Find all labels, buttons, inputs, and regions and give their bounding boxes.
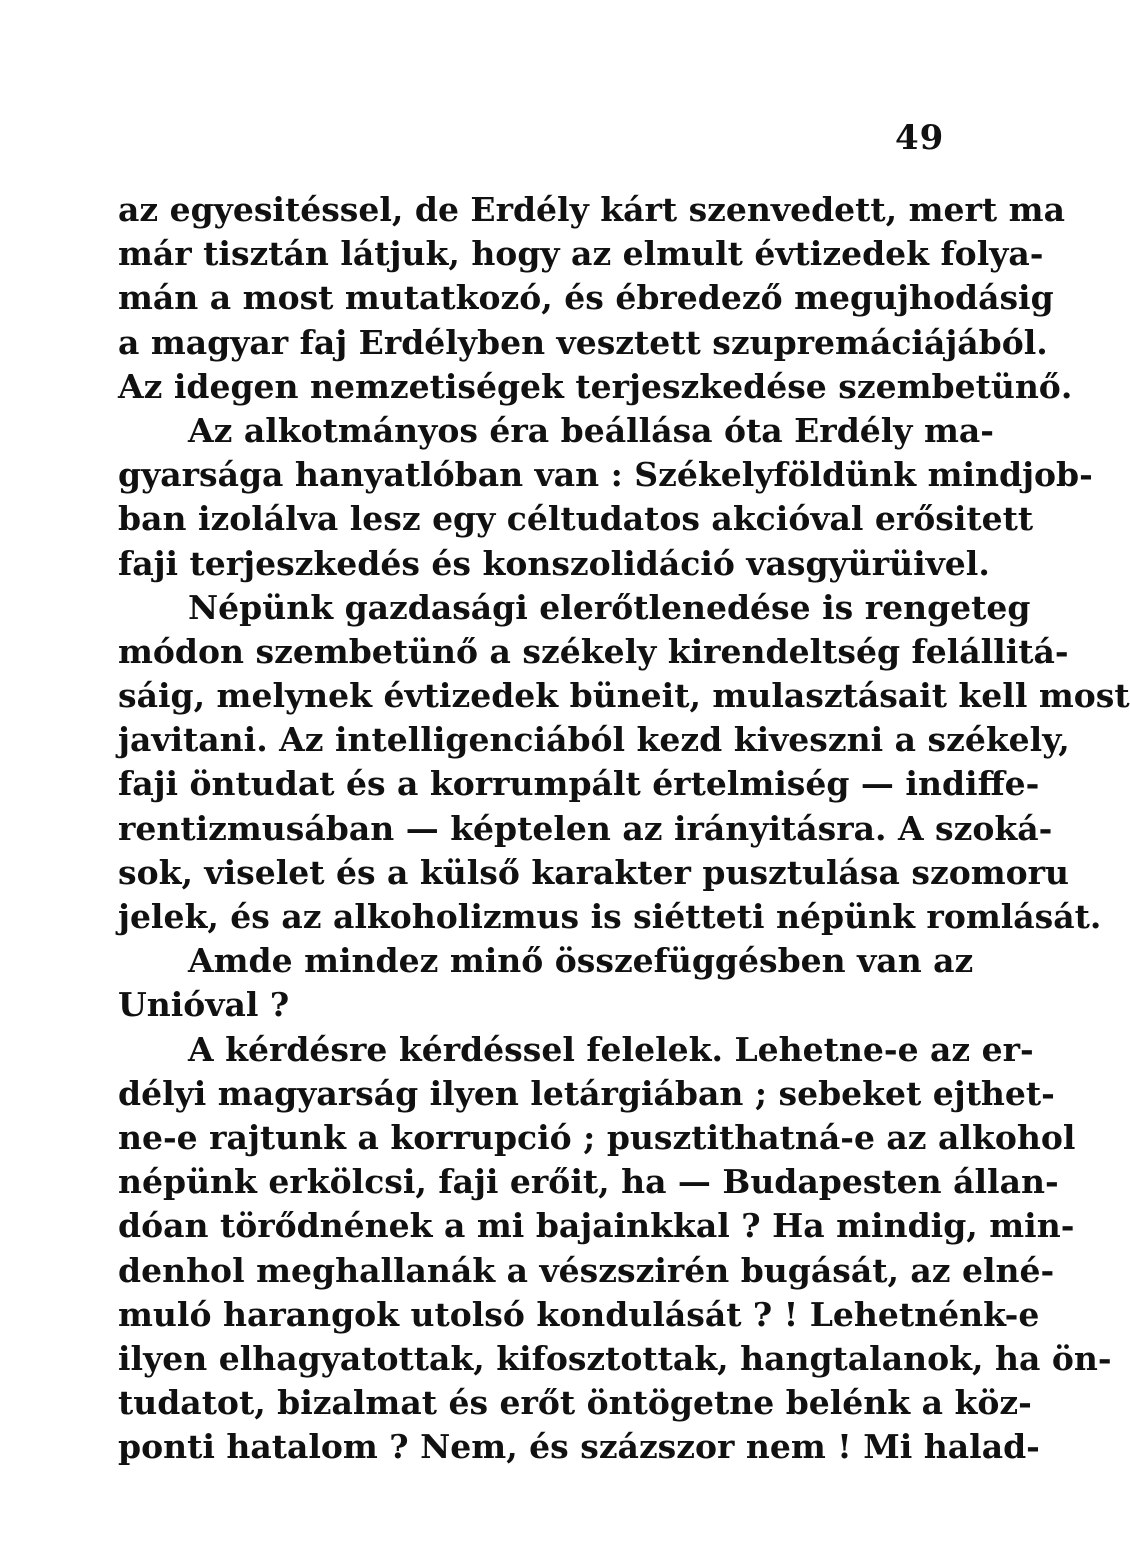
text-line: javitani. Az intelligenciából kezd kiveszni a székely, bbox=[118, 720, 1070, 760]
text-line: tudatot, bizalmat és erőt öntögetne belénk a köz- bbox=[118, 1383, 1032, 1423]
text-line: mán a most mutatkozó, és ébredező megujhodásig bbox=[118, 278, 1054, 318]
text-line: gyarsága hanyatlóban van : Székelyföldünk mindjob- bbox=[118, 455, 1093, 495]
text-line: már tisztán látjuk, hogy az elmult évtizedek folya- bbox=[118, 234, 1044, 274]
text-line: sok, viselet és a külső karakter pusztulása szomoru bbox=[118, 852, 1070, 892]
text-line: jelek, és az alkoholizmus is siétteti népünk romlását. bbox=[118, 897, 1102, 936]
text-line: Az idegen nemzetiségek terjeszkedése szembetünő. bbox=[118, 366, 1073, 406]
text-line: ne-e rajtunk a korrupció ; pusztithatná-e az alkohol bbox=[118, 1117, 1076, 1157]
text-line: délyi magyarság ilyen letárgiában ; sebeket ejthet- bbox=[118, 1073, 1055, 1113]
text-line: faji öntudat és a korrumpált értelmiség — indiffe- bbox=[118, 764, 1040, 804]
text-line: Amde mindez minő összefüggésben van az bbox=[188, 941, 974, 981]
text-line: Népünk gazdasági elerőtlenedése is rengeteg bbox=[188, 587, 1031, 627]
text-line: módon szembetünő a székely kirendeltség felállitá- bbox=[118, 631, 1069, 671]
text-line: rentizmusában — képtelen az irányitásra. A szoká- bbox=[118, 808, 1053, 848]
text-line: muló harangok utolsó kondulását ? ! Lehetnénk-e bbox=[118, 1294, 1040, 1334]
text-line: ponti hatalom ? Nem, és százszor nem ! Mi halad- bbox=[118, 1427, 1040, 1467]
text-line: az egyesitéssel, de Erdély kárt szenvedett, mert ma bbox=[118, 190, 1065, 229]
text-line: Az alkotmányos éra beállása óta Erdély ma- bbox=[188, 410, 994, 450]
text-line: faji terjeszkedés és konszolidáció vasgyürüivel. bbox=[118, 543, 990, 583]
text-line: denhol meghallanák a vészszirén bugását, az elné- bbox=[118, 1250, 1055, 1290]
page-number: 49 bbox=[895, 118, 945, 158]
text-line: ilyen elhagyatottak, kifosztottak, hangtalanok, ha ön- bbox=[118, 1338, 1112, 1378]
text-line: A kérdésre kérdéssel felelek. Lehetne-e az er- bbox=[188, 1029, 1034, 1069]
text-line: Unióval ? bbox=[118, 985, 290, 1025]
text-line: a magyar faj Erdélyben vesztett szupremáciájából. bbox=[118, 322, 1048, 362]
text-line: népünk erkölcsi, faji erőit, ha — Budapesten állan- bbox=[118, 1162, 1059, 1202]
body-text bbox=[118, 188, 1130, 1469]
text-line: sáig, melynek évtizedek büneit, mulasztásait kell most bbox=[118, 676, 1130, 716]
text-line: dóan törődnének a mi bajainkkal ? Ha mindig, min- bbox=[118, 1206, 1075, 1246]
text-line: ban izolálva lesz egy céltudatos akcióval erősitett bbox=[118, 499, 1034, 539]
